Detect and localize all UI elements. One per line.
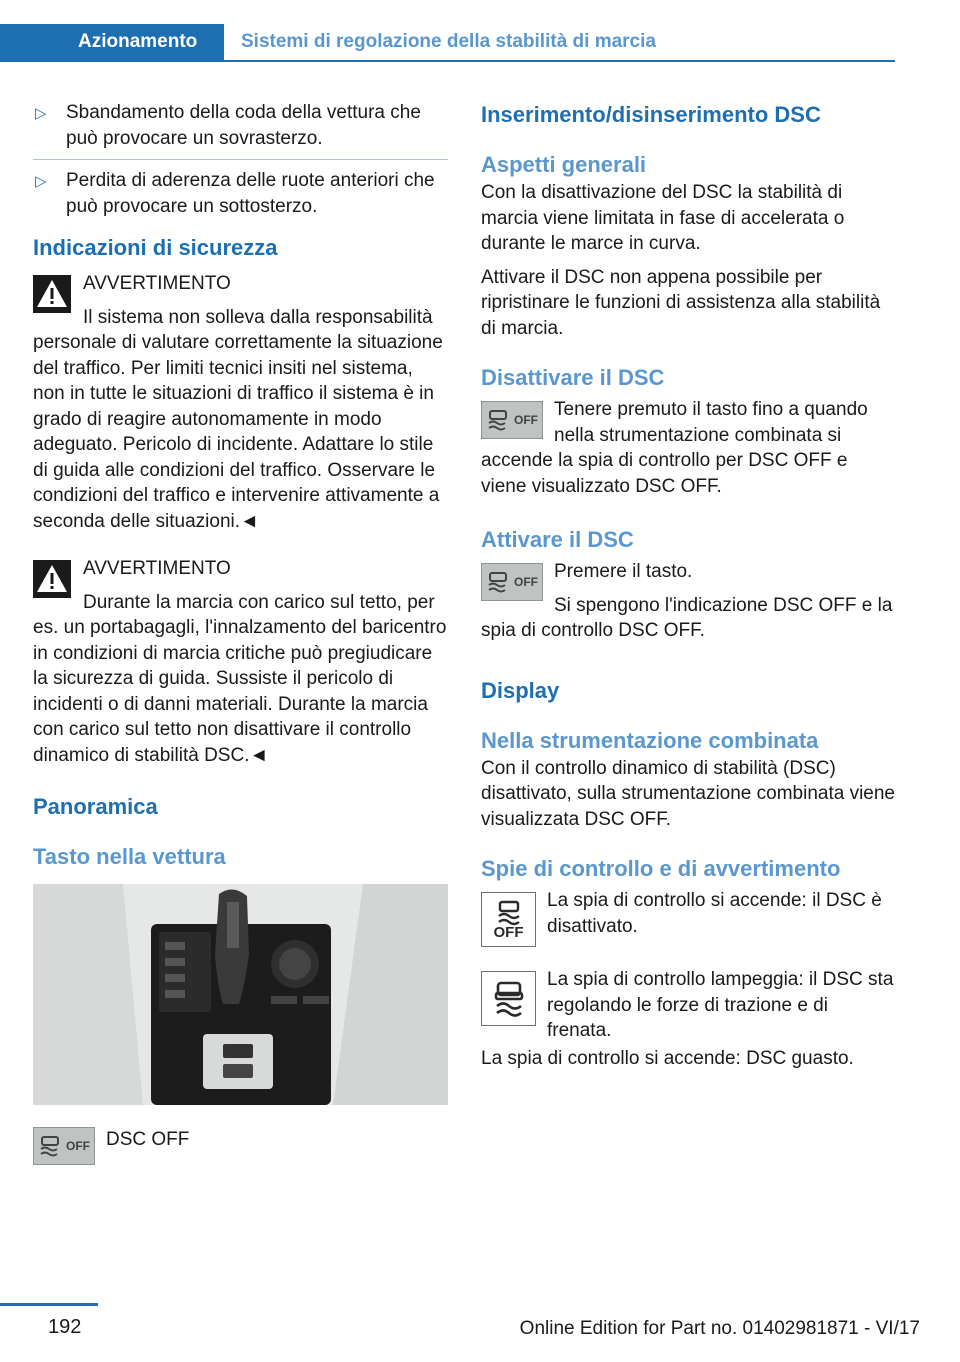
list-item: ▷ Perdita di aderenza delle ruote anteriori che può provocare un sottosterzo.: [35, 170, 435, 217]
page-number: 192: [48, 1316, 82, 1338]
paragraph: Premere il tasto.: [554, 561, 693, 582]
paragraph: Con il controllo dinamico di stabilità (DSC) disattivato, sulla strumentazione combinata viene visualizzata DSC OFF.: [481, 757, 896, 830]
car-skid-icon: [490, 979, 528, 1019]
safety-heading: Indicazioni di sicurezza: [33, 235, 278, 260]
dsc-off-button-icon: OFF: [481, 563, 543, 601]
paragraph: Attivare il DSC non appena possibile per ripristinare le funzioni di assistenza alla stabilità di marcia.: [481, 266, 881, 339]
left-column: [33, 100, 448, 1171]
warning-title: AVVERTIMENTO: [83, 273, 231, 294]
edition-text: Online Edition for Part no. 01402981871 - VI/17: [519, 1318, 920, 1339]
activate-heading: Attivare il DSC: [481, 527, 634, 552]
dsc-off-button-icon: OFF: [481, 401, 543, 439]
lamps-heading: Spie di controllo e di avvertimento: [481, 856, 841, 881]
warning-block: [33, 556, 448, 768]
overview-heading: Panoramica: [33, 794, 158, 819]
paragraph: La spia di controllo lampeggia: il DSC sta regolando le forze di trazione e di frenata.: [547, 969, 894, 1041]
button-heading: Tasto nella vettura: [33, 844, 226, 869]
list-item: ▷ Sbandamento della coda della vettura che può provocare un sovrasterzo.: [35, 102, 421, 149]
dsc-off-button-icon[interactable]: OFF: [33, 1127, 95, 1165]
paragraph: Si spengono l'indicazione DSC OFF e la spia di controllo DSC OFF.: [481, 594, 893, 641]
warning-block: [33, 271, 448, 534]
warning-text: Il sistema non solleva dalla responsabilità personale di valutare correttamente la situazione del traffico. Per limiti tecnici insiti nel sistema, non in tutte le situazioni di traffico il sistema è in grado di reagire autonomamente in modo adeguato. Pericolo di incidente. Adattare lo stile di guida alle condizioni del traffico. Osservare le condizioni del traffico e intervenire attivamente a seconda delle situazioni.◄: [33, 306, 443, 532]
deactivate-block: [481, 397, 895, 499]
lamp-row: [481, 888, 895, 953]
footer-rule: [0, 1303, 98, 1306]
lamp-row: [481, 967, 895, 1044]
dsc-active-indicator-icon: [481, 971, 536, 1026]
car-skid-icon: [486, 571, 510, 593]
warning-text: Durante la marcia con carico sul tetto, per es. un portabagagli, l'innalzamento del baricentro in condizioni di marcia critiche può pregiudicare la sicurezza di guida. Sussiste il pericolo di incidenti o di danni materiali. Durante la marcia con carico sul tetto non disattivare il controllo dinamico di stabilità DSC.◄: [33, 591, 447, 766]
paragraph: La spia di controllo si accende: il DSC è disattivato.: [547, 890, 882, 937]
car-skid-icon: [486, 409, 510, 431]
display-heading: Display: [481, 677, 560, 703]
warning-triangle-icon: [33, 560, 71, 598]
cluster-heading: Nella strumentazione combinata: [481, 727, 819, 753]
warning-title: AVVERTIMENTO: [83, 558, 231, 579]
section-tab[interactable]: Azionamento: [0, 24, 224, 60]
dsc-off-label: DSC OFF: [106, 1129, 190, 1150]
car-skid-icon: [38, 1135, 62, 1157]
dsc-key-row: [33, 1123, 448, 1171]
general-heading: Aspetti generali: [481, 152, 647, 177]
main-heading: Inserimento/disinserimento DSC: [481, 102, 821, 127]
paragraph: Con la disattivazione del DSC la stabilità di marcia viene limitata in fase di accelerata o durante le marce in curva.: [481, 182, 845, 254]
paragraph: Tenere premuto il tasto fino a quando nella strumentazione combinata si accende la spia di controllo per DSC OFF e viene visualizzato DSC OFF.: [481, 399, 868, 497]
dsc-off-indicator-icon: OFF: [481, 892, 536, 947]
breadcrumb[interactable]: Sistemi di regolazione della stabilità di marcia: [241, 31, 656, 52]
header-rule: [0, 60, 895, 62]
list-divider: [33, 159, 448, 160]
paragraph: La spia di controllo si accende: DSC guasto.: [481, 1047, 854, 1069]
right-column: [481, 100, 895, 1071]
triangle-bullet-icon: ▷: [35, 105, 47, 122]
triangle-bullet-icon: ▷: [35, 173, 47, 190]
car-skid-icon: [492, 900, 526, 926]
deactivate-heading: Disattivare il DSC: [481, 365, 665, 390]
page-header: [0, 24, 895, 62]
activate-block: [481, 559, 895, 644]
warning-triangle-icon: [33, 275, 71, 313]
center-console-photo: [33, 884, 448, 1105]
console-illustration: [33, 884, 448, 1105]
